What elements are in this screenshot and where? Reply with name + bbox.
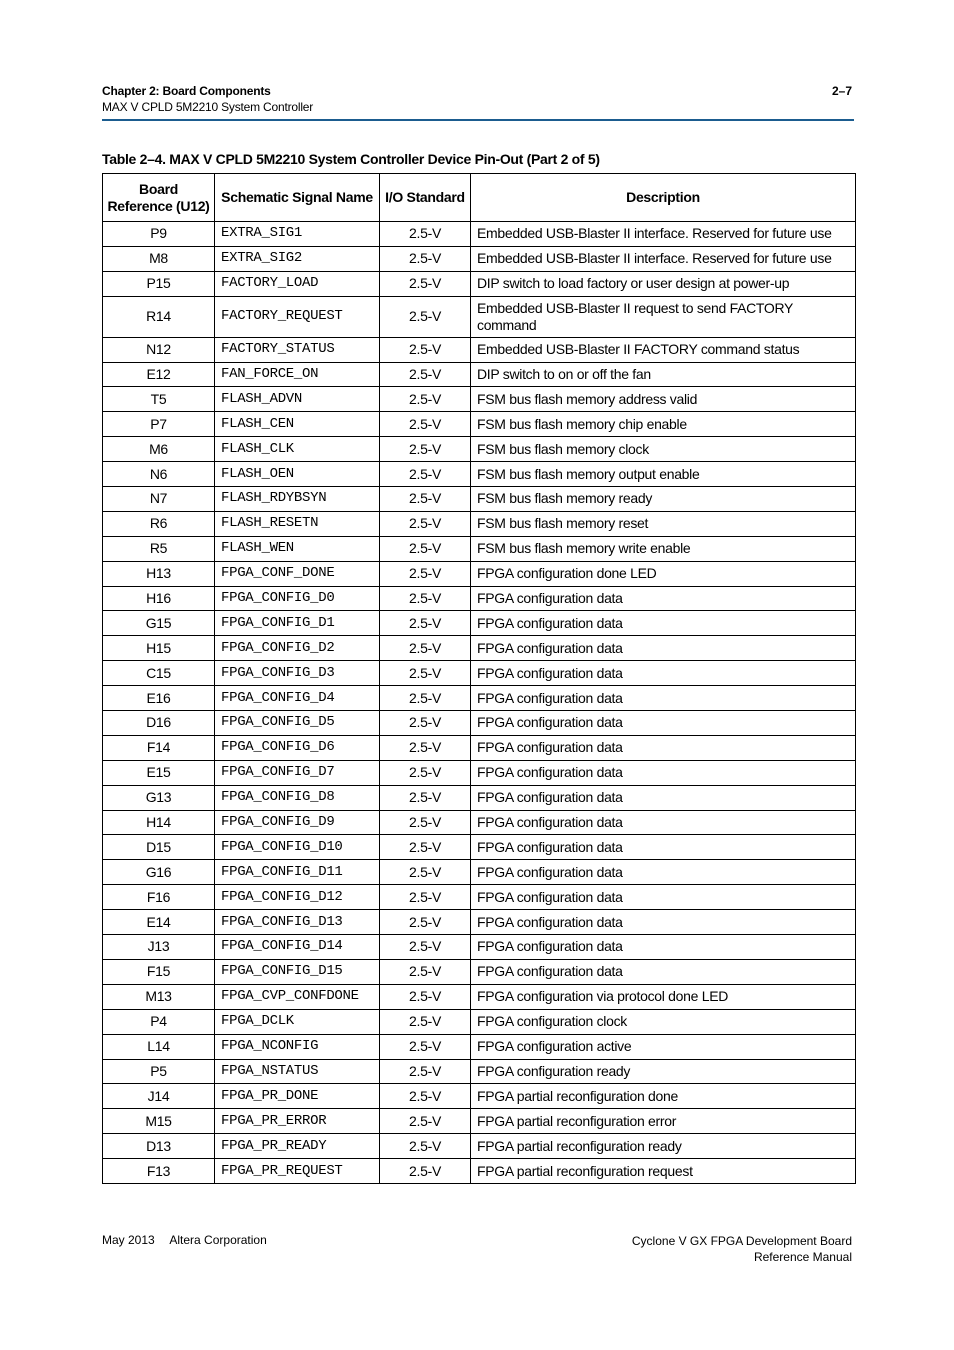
signal-name-cell: FPGA_CONFIG_D3: [215, 661, 380, 686]
table-row: [103, 910, 856, 935]
signal-name-cell: FPGA_PR_READY: [215, 1134, 380, 1159]
table-caption: Table 2–4. MAX V CPLD 5M2210 System Controller Device Pin-Out (Part 2 of 5): [102, 151, 600, 167]
table-row: [103, 1109, 856, 1134]
board-reference-cell: L14: [103, 1034, 215, 1059]
description-cell: Embedded USB-Blaster II interface. Reserved for future use: [471, 222, 856, 247]
board-reference-cell: J14: [103, 1084, 215, 1109]
io-standard-cell: 2.5-V: [380, 271, 471, 296]
signal-name-cell: FACTORY_REQUEST: [215, 296, 380, 337]
board-reference-cell: N7: [103, 487, 215, 512]
table-row: [103, 561, 856, 586]
description-cell: Embedded USB-Blaster II FACTORY command status: [471, 337, 856, 362]
io-standard-cell: 2.5-V: [380, 860, 471, 885]
signal-name-cell: FPGA_CONFIG_D11: [215, 860, 380, 885]
table-row: [103, 387, 856, 412]
io-standard-cell: 2.5-V: [380, 387, 471, 412]
board-reference-cell: F14: [103, 735, 215, 760]
description-cell: FPGA configuration data: [471, 636, 856, 661]
table-row: [103, 1009, 856, 1034]
io-standard-cell: 2.5-V: [380, 835, 471, 860]
description-cell: FPGA configuration data: [471, 885, 856, 910]
signal-name-cell: FLASH_OEN: [215, 462, 380, 487]
board-reference-cell: E15: [103, 760, 215, 785]
table-body: [103, 222, 856, 1184]
description-cell: FPGA partial reconfiguration done: [471, 1084, 856, 1109]
signal-name-cell: FAN_FORCE_ON: [215, 362, 380, 387]
table-row: [103, 462, 856, 487]
board-reference-cell: N6: [103, 462, 215, 487]
description-cell: FPGA partial reconfiguration ready: [471, 1134, 856, 1159]
board-reference-cell: T5: [103, 387, 215, 412]
signal-name-cell: FPGA_CONFIG_D12: [215, 885, 380, 910]
board-reference-cell: C15: [103, 661, 215, 686]
description-cell: FPGA configuration via protocol done LED: [471, 984, 856, 1009]
board-reference-cell: G16: [103, 860, 215, 885]
io-standard-cell: 2.5-V: [380, 462, 471, 487]
io-standard-cell: 2.5-V: [380, 246, 471, 271]
board-reference-cell: N12: [103, 337, 215, 362]
signal-name-cell: FPGA_CONFIG_D14: [215, 935, 380, 960]
table-row: [103, 735, 856, 760]
table-row: [103, 885, 856, 910]
io-standard-cell: 2.5-V: [380, 636, 471, 661]
signal-name-cell: FPGA_CONFIG_D0: [215, 586, 380, 611]
description-cell: FSM bus flash memory ready: [471, 487, 856, 512]
board-reference-cell: R14: [103, 296, 215, 337]
table-row: [103, 984, 856, 1009]
signal-name-cell: EXTRA_SIG2: [215, 246, 380, 271]
footer-left: [102, 1233, 279, 1247]
signal-name-cell: EXTRA_SIG1: [215, 222, 380, 247]
description-cell: FPGA configuration data: [471, 835, 856, 860]
board-reference-cell: M8: [103, 246, 215, 271]
table-row: [103, 487, 856, 512]
signal-name-cell: FPGA_CONFIG_D4: [215, 686, 380, 711]
io-standard-cell: 2.5-V: [380, 760, 471, 785]
io-standard-cell: 2.5-V: [380, 984, 471, 1009]
io-standard-cell: 2.5-V: [380, 337, 471, 362]
column-header-io-standard: I/O Standard: [380, 174, 471, 222]
board-reference-cell: E16: [103, 686, 215, 711]
signal-name-cell: FPGA_PR_DONE: [215, 1084, 380, 1109]
board-reference-cell: H16: [103, 586, 215, 611]
io-standard-cell: 2.5-V: [380, 1059, 471, 1084]
table-row: [103, 860, 856, 885]
description-cell: FPGA configuration data: [471, 935, 856, 960]
chapter-header: Chapter 2: Board Components: [102, 84, 271, 98]
board-reference-cell: E14: [103, 910, 215, 935]
description-cell: FPGA configuration data: [471, 735, 856, 760]
table-header-row: [103, 174, 856, 222]
description-cell: FSM bus flash memory clock: [471, 437, 856, 462]
description-cell: FSM bus flash memory reset: [471, 511, 856, 536]
description-cell: FPGA configuration data: [471, 860, 856, 885]
signal-name-cell: FPGA_CONFIG_D2: [215, 636, 380, 661]
description-cell: FSM bus flash memory chip enable: [471, 412, 856, 437]
io-standard-cell: 2.5-V: [380, 1134, 471, 1159]
table-row: [103, 1034, 856, 1059]
signal-name-cell: FPGA_PR_ERROR: [215, 1109, 380, 1134]
io-standard-cell: 2.5-V: [380, 935, 471, 960]
table-row: [103, 835, 856, 860]
signal-name-cell: FPGA_NCONFIG: [215, 1034, 380, 1059]
board-reference-cell: G15: [103, 611, 215, 636]
signal-name-cell: FACTORY_LOAD: [215, 271, 380, 296]
board-reference-cell: F13: [103, 1159, 215, 1184]
signal-name-cell: FLASH_ADVN: [215, 387, 380, 412]
signal-name-cell: FLASH_RDYBSYN: [215, 487, 380, 512]
signal-name-cell: FPGA_CONFIG_D7: [215, 760, 380, 785]
signal-name-cell: FPGA_CONFIG_D15: [215, 959, 380, 984]
table-row: [103, 711, 856, 736]
table-row: [103, 362, 856, 387]
board-reference-cell: F15: [103, 959, 215, 984]
description-cell: FPGA configuration active: [471, 1034, 856, 1059]
io-standard-cell: 2.5-V: [380, 959, 471, 984]
board-reference-cell: J13: [103, 935, 215, 960]
description-cell: FPGA configuration data: [471, 661, 856, 686]
io-standard-cell: 2.5-V: [380, 561, 471, 586]
table-row: [103, 785, 856, 810]
table-row: [103, 246, 856, 271]
signal-name-cell: FPGA_DCLK: [215, 1009, 380, 1034]
board-reference-cell: M13: [103, 984, 215, 1009]
io-standard-cell: 2.5-V: [380, 437, 471, 462]
io-standard-cell: 2.5-V: [380, 735, 471, 760]
board-reference-cell: G13: [103, 785, 215, 810]
header-divider: [102, 119, 854, 121]
io-standard-cell: 2.5-V: [380, 536, 471, 561]
io-standard-cell: 2.5-V: [380, 412, 471, 437]
board-reference-cell: P7: [103, 412, 215, 437]
description-cell: FPGA configuration data: [471, 586, 856, 611]
table-row: [103, 935, 856, 960]
table-row: [103, 760, 856, 785]
board-reference-cell: P4: [103, 1009, 215, 1034]
description-cell: FPGA configuration clock: [471, 1009, 856, 1034]
table-row: [103, 959, 856, 984]
signal-name-cell: FPGA_CONF_DONE: [215, 561, 380, 586]
description-cell: FSM bus flash memory output enable: [471, 462, 856, 487]
io-standard-cell: 2.5-V: [380, 1084, 471, 1109]
table-row: [103, 586, 856, 611]
description-cell: Embedded USB-Blaster II interface. Reserved for future use: [471, 246, 856, 271]
board-reference-cell: R5: [103, 536, 215, 561]
description-cell: FPGA configuration done LED: [471, 561, 856, 586]
table-row: [103, 1134, 856, 1159]
table-row: [103, 536, 856, 561]
description-cell: FPGA configuration data: [471, 959, 856, 984]
io-standard-cell: 2.5-V: [380, 362, 471, 387]
table-row: [103, 686, 856, 711]
io-standard-cell: 2.5-V: [380, 785, 471, 810]
signal-name-cell: FLASH_RESETN: [215, 511, 380, 536]
description-cell: FPGA configuration data: [471, 611, 856, 636]
description-cell: Embedded USB-Blaster II request to send FACTORY command: [471, 296, 856, 337]
board-reference-cell: M6: [103, 437, 215, 462]
table-row: [103, 437, 856, 462]
signal-name-cell: FACTORY_STATUS: [215, 337, 380, 362]
description-cell: FPGA configuration data: [471, 910, 856, 935]
page-number: 2–7: [831, 84, 852, 98]
signal-name-cell: FPGA_CONFIG_D6: [215, 735, 380, 760]
description-cell: FPGA partial reconfiguration error: [471, 1109, 856, 1134]
board-reference-cell: P5: [103, 1059, 215, 1084]
io-standard-cell: 2.5-V: [380, 910, 471, 935]
column-header-board-reference: Board Reference (U12): [103, 174, 215, 222]
description-cell: DIP switch to load factory or user design at power-up: [471, 271, 856, 296]
board-reference-cell: P15: [103, 271, 215, 296]
table-row: [103, 271, 856, 296]
signal-name-cell: FPGA_CONFIG_D5: [215, 711, 380, 736]
footer-doc-title: Cyclone V GX FPGA Development Board: [631, 1234, 852, 1248]
pinout-table: [102, 173, 856, 1184]
io-standard-cell: 2.5-V: [380, 586, 471, 611]
io-standard-cell: 2.5-V: [380, 711, 471, 736]
description-cell: FSM bus flash memory address valid: [471, 387, 856, 412]
board-reference-cell: D15: [103, 835, 215, 860]
io-standard-cell: 2.5-V: [380, 1009, 471, 1034]
signal-name-cell: FPGA_CVP_CONFDONE: [215, 984, 380, 1009]
signal-name-cell: FPGA_CONFIG_D9: [215, 810, 380, 835]
board-reference-cell: P9: [103, 222, 215, 247]
column-header-description: Description: [471, 174, 856, 222]
description-cell: FSM bus flash memory write enable: [471, 536, 856, 561]
signal-name-cell: FPGA_NSTATUS: [215, 1059, 380, 1084]
signal-name-cell: FLASH_CLK: [215, 437, 380, 462]
footer-date: May 2013: [102, 1233, 155, 1247]
table-row: [103, 296, 856, 337]
table-row: [103, 636, 856, 661]
description-cell: FPGA configuration data: [471, 810, 856, 835]
io-standard-cell: 2.5-V: [380, 661, 471, 686]
description-cell: FPGA partial reconfiguration request: [471, 1159, 856, 1184]
board-reference-cell: F16: [103, 885, 215, 910]
board-reference-cell: M15: [103, 1109, 215, 1134]
io-standard-cell: 2.5-V: [380, 1109, 471, 1134]
table-row: [103, 1159, 856, 1184]
signal-name-cell: FLASH_CEN: [215, 412, 380, 437]
table-row: [103, 412, 856, 437]
signal-name-cell: FPGA_CONFIG_D13: [215, 910, 380, 935]
description-cell: FPGA configuration ready: [471, 1059, 856, 1084]
table-row: [103, 337, 856, 362]
io-standard-cell: 2.5-V: [380, 487, 471, 512]
signal-name-cell: FPGA_CONFIG_D10: [215, 835, 380, 860]
table-row: [103, 661, 856, 686]
io-standard-cell: 2.5-V: [380, 511, 471, 536]
io-standard-cell: 2.5-V: [380, 1159, 471, 1184]
board-reference-cell: R6: [103, 511, 215, 536]
io-standard-cell: 2.5-V: [380, 885, 471, 910]
io-standard-cell: 2.5-V: [380, 810, 471, 835]
description-cell: FPGA configuration data: [471, 711, 856, 736]
table-row: [103, 1059, 856, 1084]
io-standard-cell: 2.5-V: [380, 611, 471, 636]
board-reference-cell: H15: [103, 636, 215, 661]
table-row: [103, 1084, 856, 1109]
board-reference-cell: E12: [103, 362, 215, 387]
signal-name-cell: FPGA_CONFIG_D8: [215, 785, 380, 810]
table-row: [103, 511, 856, 536]
column-header-signal-name: Schematic Signal Name: [215, 174, 380, 222]
table-row: [103, 810, 856, 835]
footer-doc-subtitle: Reference Manual: [753, 1250, 852, 1264]
board-reference-cell: D13: [103, 1134, 215, 1159]
description-cell: FPGA configuration data: [471, 760, 856, 785]
footer-company: Altera Corporation: [169, 1233, 267, 1247]
board-reference-cell: H14: [103, 810, 215, 835]
table-row: [103, 611, 856, 636]
description-cell: FPGA configuration data: [471, 785, 856, 810]
signal-name-cell: FLASH_WEN: [215, 536, 380, 561]
io-standard-cell: 2.5-V: [380, 1034, 471, 1059]
io-standard-cell: 2.5-V: [380, 686, 471, 711]
signal-name-cell: FPGA_PR_REQUEST: [215, 1159, 380, 1184]
signal-name-cell: FPGA_CONFIG_D1: [215, 611, 380, 636]
description-cell: DIP switch to on or off the fan: [471, 362, 856, 387]
description-cell: FPGA configuration data: [471, 686, 856, 711]
io-standard-cell: 2.5-V: [380, 222, 471, 247]
board-reference-cell: D16: [103, 711, 215, 736]
section-header: MAX V CPLD 5M2210 System Controller: [102, 100, 314, 114]
table-row: [103, 222, 856, 247]
footer-right: [632, 1233, 852, 1265]
board-reference-cell: H13: [103, 561, 215, 586]
io-standard-cell: 2.5-V: [380, 296, 471, 337]
